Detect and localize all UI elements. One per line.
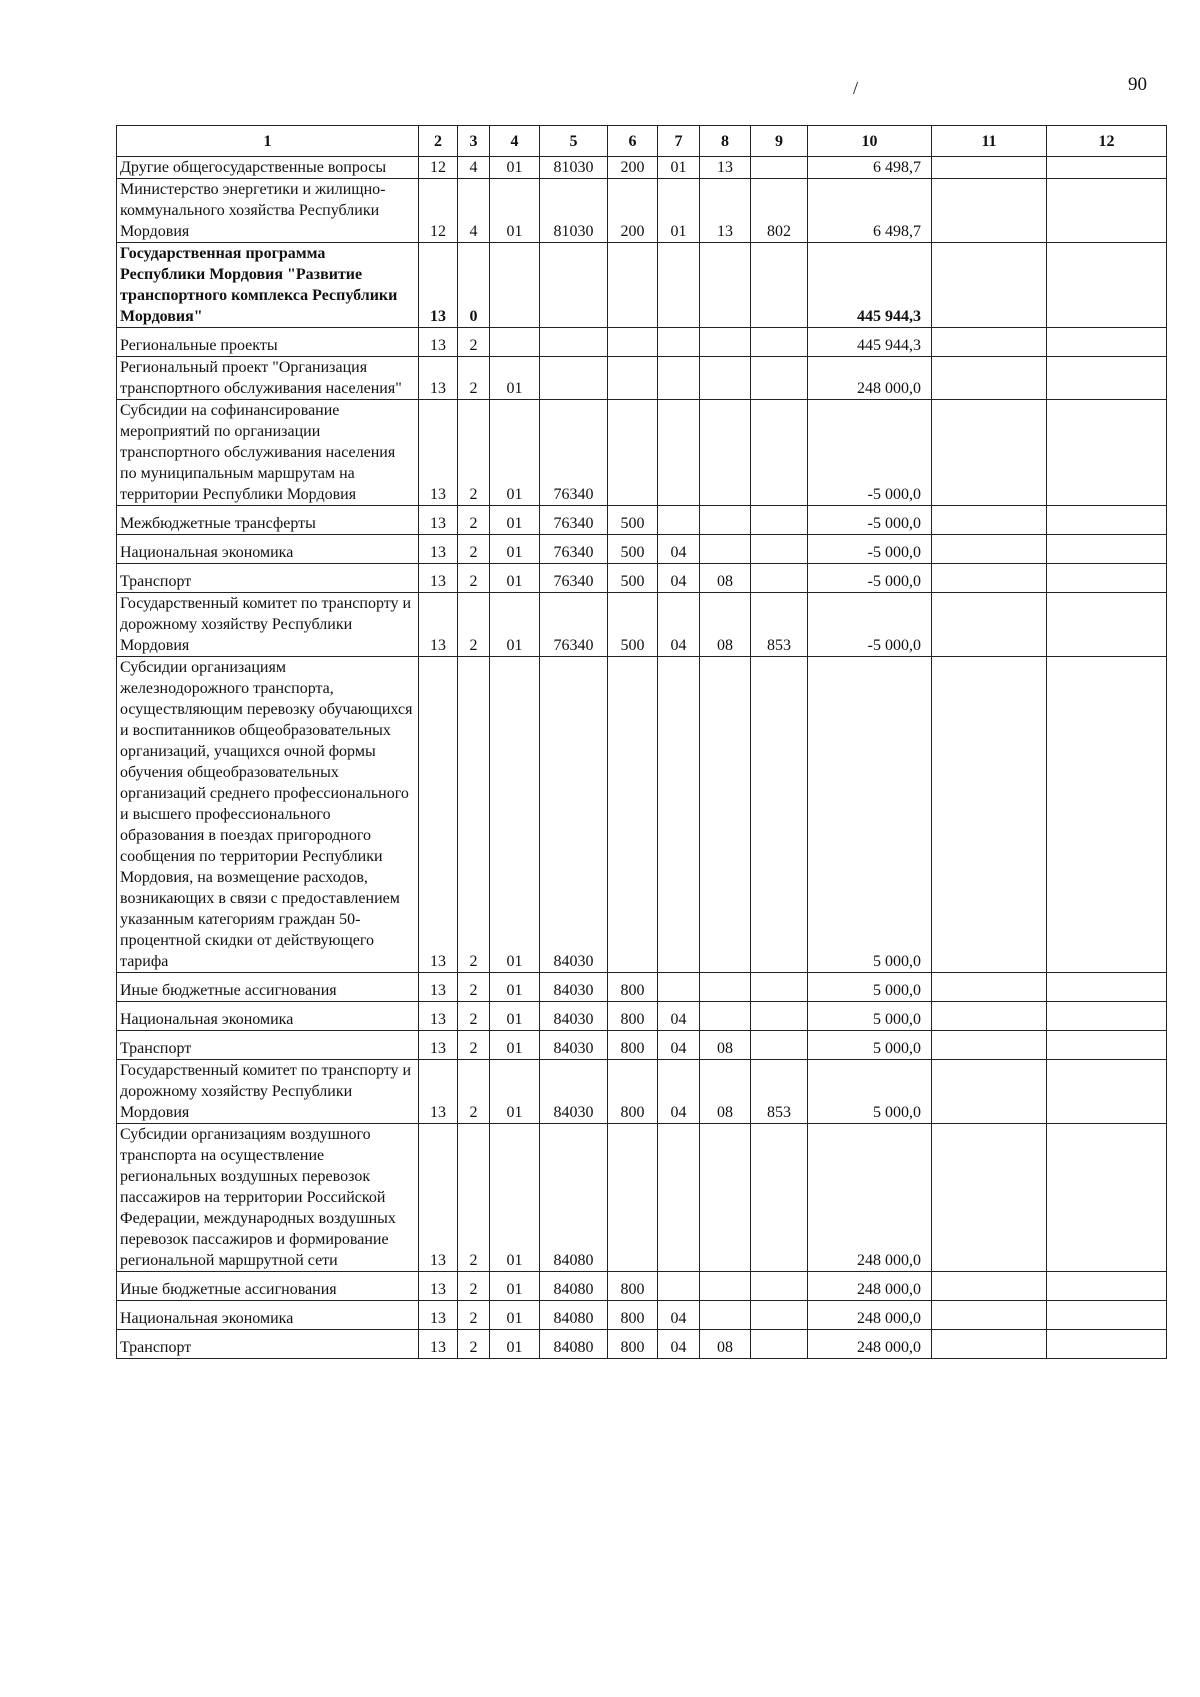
row-name-cell: Государственная программа Республики Мордовия "Развитие транспортного комплекса Республики Мордовия": [117, 243, 419, 328]
code-cell-c8: [700, 243, 751, 328]
column-header: 1: [117, 126, 419, 157]
code-cell-c3: 2: [458, 1330, 490, 1359]
table-row: [117, 1002, 1167, 1031]
code-cell-c2: 13: [419, 973, 458, 1002]
code-cell-c5: 76340: [540, 506, 608, 535]
code-cell-c3: 2: [458, 1031, 490, 1060]
code-cell-c5: 84080: [540, 1330, 608, 1359]
row-name-cell: Национальная экономика: [117, 535, 419, 564]
amount-cell: 445 944,3: [808, 328, 932, 357]
amount-cell: 5 000,0: [808, 973, 932, 1002]
code-cell-c5: [540, 243, 608, 328]
column-header: 5: [540, 126, 608, 157]
code-cell-c3: 2: [458, 657, 490, 973]
code-cell-c3: 2: [458, 328, 490, 357]
table-row: [117, 1272, 1167, 1301]
code-cell-c7: 04: [658, 1301, 700, 1330]
code-cell-c8: [700, 1124, 751, 1272]
code-cell-c9: [751, 243, 808, 328]
code-cell-c4: 01: [490, 179, 540, 243]
amount-cell: 248 000,0: [808, 1272, 932, 1301]
code-cell-c5: 84080: [540, 1301, 608, 1330]
code-cell-c7: 04: [658, 535, 700, 564]
code-cell-c2: 13: [419, 657, 458, 973]
code-cell-c6: [608, 243, 658, 328]
column-header: 11: [932, 126, 1047, 157]
code-cell-c6: 500: [608, 535, 658, 564]
code-cell-c5: 84030: [540, 973, 608, 1002]
code-cell-c12: [1047, 400, 1167, 506]
code-cell-c8: 13: [700, 179, 751, 243]
code-cell-c11: [932, 593, 1047, 657]
code-cell-c3: 2: [458, 400, 490, 506]
code-cell-c4: 01: [490, 1124, 540, 1272]
code-cell-c5: 84030: [540, 1002, 608, 1031]
code-cell-c5: [540, 357, 608, 400]
code-cell-c11: [932, 157, 1047, 179]
code-cell-c12: [1047, 1031, 1167, 1060]
code-cell-c7: 04: [658, 1060, 700, 1124]
code-cell-c8: 08: [700, 593, 751, 657]
table-row: [117, 1031, 1167, 1060]
table-row: [117, 973, 1167, 1002]
row-name-cell: Региональные проекты: [117, 328, 419, 357]
code-cell-c8: [700, 1301, 751, 1330]
code-cell-c5: 76340: [540, 400, 608, 506]
code-cell-c4: 01: [490, 657, 540, 973]
code-cell-c4: 01: [490, 973, 540, 1002]
code-cell-c3: 2: [458, 1272, 490, 1301]
code-cell-c11: [932, 1002, 1047, 1031]
code-cell-c9: [751, 1002, 808, 1031]
code-cell-c4: 01: [490, 506, 540, 535]
code-cell-c12: [1047, 506, 1167, 535]
budget-table: [116, 125, 1167, 1359]
row-name-cell: Иные бюджетные ассигнования: [117, 973, 419, 1002]
code-cell-c7: 01: [658, 157, 700, 179]
row-name-cell: Государственный комитет по транспорту и дорожному хозяйству Республики Мордовия: [117, 1060, 419, 1124]
column-header: 8: [700, 126, 751, 157]
code-cell-c11: [932, 506, 1047, 535]
code-cell-c8: [700, 400, 751, 506]
code-cell-c3: 4: [458, 157, 490, 179]
code-cell-c9: [751, 973, 808, 1002]
code-cell-c4: 01: [490, 157, 540, 179]
code-cell-c9: 853: [751, 1060, 808, 1124]
code-cell-c3: 2: [458, 973, 490, 1002]
code-cell-c9: [751, 157, 808, 179]
code-cell-c6: 800: [608, 1330, 658, 1359]
row-name-cell: Субсидии организациям воздушного транспорта на осуществление региональных воздушных перевозок пассажиров на территории Российской Федерации, международных воздушных перевозок пассажиров и формирование региональной маршрутной сети: [117, 1124, 419, 1272]
code-cell-c11: [932, 657, 1047, 973]
table-row: [117, 657, 1167, 973]
table-row: [117, 1330, 1167, 1359]
amount-cell: -5 000,0: [808, 564, 932, 593]
row-name-cell: Региональный проект "Организация транспортного обслуживания населения": [117, 357, 419, 400]
table-row: [117, 535, 1167, 564]
code-cell-c9: [751, 1031, 808, 1060]
table-row: [117, 400, 1167, 506]
row-name-cell: Другие общегосударственные вопросы: [117, 157, 419, 179]
code-cell-c7: [658, 357, 700, 400]
code-cell-c11: [932, 243, 1047, 328]
code-cell-c6: [608, 357, 658, 400]
code-cell-c3: 2: [458, 357, 490, 400]
code-cell-c7: [658, 657, 700, 973]
code-cell-c12: [1047, 357, 1167, 400]
code-cell-c6: 800: [608, 1060, 658, 1124]
code-cell-c5: 84080: [540, 1272, 608, 1301]
code-cell-c7: 04: [658, 564, 700, 593]
code-cell-c4: 01: [490, 535, 540, 564]
amount-cell: 445 944,3: [808, 243, 932, 328]
amount-cell: 5 000,0: [808, 1060, 932, 1124]
code-cell-c6: 200: [608, 157, 658, 179]
code-cell-c2: 12: [419, 179, 458, 243]
code-cell-c11: [932, 564, 1047, 593]
code-cell-c5: 76340: [540, 564, 608, 593]
code-cell-c11: [932, 400, 1047, 506]
code-cell-c8: 08: [700, 564, 751, 593]
table-row: [117, 564, 1167, 593]
code-cell-c12: [1047, 593, 1167, 657]
code-cell-c11: [932, 1031, 1047, 1060]
row-name-cell: Государственный комитет по транспорту и дорожному хозяйству Республики Мордовия: [117, 593, 419, 657]
code-cell-c12: [1047, 328, 1167, 357]
amount-cell: 248 000,0: [808, 1301, 932, 1330]
code-cell-c12: [1047, 157, 1167, 179]
code-cell-c6: [608, 657, 658, 973]
code-cell-c2: 13: [419, 1272, 458, 1301]
table-row: [117, 157, 1167, 179]
code-cell-c2: 13: [419, 1301, 458, 1330]
code-cell-c2: 13: [419, 1002, 458, 1031]
code-cell-c3: 2: [458, 506, 490, 535]
row-name-cell: Национальная экономика: [117, 1002, 419, 1031]
table-row: [117, 1060, 1167, 1124]
code-cell-c4: 01: [490, 1060, 540, 1124]
amount-cell: 6 498,7: [808, 157, 932, 179]
code-cell-c4: 01: [490, 400, 540, 506]
code-cell-c2: 13: [419, 535, 458, 564]
row-name-cell: Иные бюджетные ассигнования: [117, 1272, 419, 1301]
table-row: [117, 593, 1167, 657]
code-cell-c9: [751, 1272, 808, 1301]
code-cell-c9: [751, 1124, 808, 1272]
code-cell-c11: [932, 179, 1047, 243]
row-name-cell: Национальная экономика: [117, 1301, 419, 1330]
amount-cell: -5 000,0: [808, 535, 932, 564]
code-cell-c2: 13: [419, 1124, 458, 1272]
code-cell-c9: [751, 1330, 808, 1359]
code-cell-c11: [932, 328, 1047, 357]
code-cell-c12: [1047, 1272, 1167, 1301]
code-cell-c12: [1047, 657, 1167, 973]
code-cell-c9: [751, 357, 808, 400]
amount-cell: -5 000,0: [808, 593, 932, 657]
code-cell-c8: [700, 535, 751, 564]
code-cell-c8: [700, 328, 751, 357]
code-cell-c11: [932, 1301, 1047, 1330]
code-cell-c2: 13: [419, 400, 458, 506]
code-cell-c3: 2: [458, 1124, 490, 1272]
code-cell-c2: 13: [419, 1031, 458, 1060]
amount-cell: 5 000,0: [808, 1002, 932, 1031]
code-cell-c8: 13: [700, 157, 751, 179]
code-cell-c6: 800: [608, 1301, 658, 1330]
page-number: 90: [1128, 74, 1147, 95]
code-cell-c11: [932, 1272, 1047, 1301]
code-cell-c12: [1047, 535, 1167, 564]
code-cell-c2: 13: [419, 1330, 458, 1359]
code-cell-c2: 12: [419, 157, 458, 179]
code-cell-c7: [658, 1272, 700, 1301]
code-cell-c6: [608, 328, 658, 357]
code-cell-c11: [932, 1124, 1047, 1272]
code-cell-c2: 13: [419, 564, 458, 593]
code-cell-c4: 01: [490, 1330, 540, 1359]
amount-cell: 248 000,0: [808, 1330, 932, 1359]
code-cell-c12: [1047, 1002, 1167, 1031]
scan-mark: /: [853, 78, 859, 98]
code-cell-c5: 84030: [540, 657, 608, 973]
code-cell-c6: 800: [608, 1031, 658, 1060]
code-cell-c11: [932, 357, 1047, 400]
column-header: 7: [658, 126, 700, 157]
code-cell-c3: 2: [458, 564, 490, 593]
code-cell-c7: [658, 243, 700, 328]
code-cell-c11: [932, 973, 1047, 1002]
code-cell-c7: [658, 328, 700, 357]
code-cell-c2: 13: [419, 506, 458, 535]
code-cell-c3: 2: [458, 535, 490, 564]
code-cell-c6: [608, 1124, 658, 1272]
code-cell-c9: [751, 657, 808, 973]
column-header: 2: [419, 126, 458, 157]
code-cell-c9: [751, 1301, 808, 1330]
code-cell-c12: [1047, 179, 1167, 243]
row-name-cell: Транспорт: [117, 1330, 419, 1359]
amount-cell: -5 000,0: [808, 400, 932, 506]
code-cell-c7: [658, 1124, 700, 1272]
table-row: [117, 328, 1167, 357]
row-name-cell: Субсидии на софинансирование мероприятий по организации транспортного обслуживания населения по муниципальным маршрутам на территории Республики Мордовия: [117, 400, 419, 506]
code-cell-c5: 84030: [540, 1031, 608, 1060]
code-cell-c5: [540, 328, 608, 357]
code-cell-c4: [490, 328, 540, 357]
column-header: 3: [458, 126, 490, 157]
code-cell-c9: [751, 564, 808, 593]
code-cell-c3: 4: [458, 179, 490, 243]
amount-cell: 248 000,0: [808, 1124, 932, 1272]
amount-cell: -5 000,0: [808, 506, 932, 535]
column-header: 4: [490, 126, 540, 157]
code-cell-c8: [700, 1272, 751, 1301]
table-row: [117, 179, 1167, 243]
code-cell-c5: 76340: [540, 593, 608, 657]
code-cell-c3: 2: [458, 1301, 490, 1330]
code-cell-c6: 500: [608, 593, 658, 657]
code-cell-c2: 13: [419, 593, 458, 657]
row-name-cell: Субсидии организациям железнодорожного транспорта, осуществляющим перевозку обучающихся и воспитанников общеобразовательных организаций, учащихся очной формы обучения общеобразовательных организаций среднего профессионального и высшего профессионального образования в поездах пригородного сообщения по территории Республики Мордовия, на возмещение расходов, возникающих в связи с предоставлением указанным категориям граждан 50-процентной скидки от действующего тарифа: [117, 657, 419, 973]
table-row: [117, 243, 1167, 328]
code-cell-c12: [1047, 1301, 1167, 1330]
table-row: [117, 506, 1167, 535]
row-name-cell: Министерство энергетики и жилищно-коммунального хозяйства Республики Мордовия: [117, 179, 419, 243]
code-cell-c12: [1047, 1124, 1167, 1272]
code-cell-c4: 01: [490, 1272, 540, 1301]
row-name-cell: Межбюджетные трансферты: [117, 506, 419, 535]
row-name-cell: Транспорт: [117, 564, 419, 593]
code-cell-c4: 01: [490, 1031, 540, 1060]
code-cell-c9: 802: [751, 179, 808, 243]
code-cell-c7: 04: [658, 1330, 700, 1359]
code-cell-c7: [658, 400, 700, 506]
code-cell-c4: 01: [490, 1002, 540, 1031]
table-row: [117, 357, 1167, 400]
code-cell-c12: [1047, 1330, 1167, 1359]
code-cell-c8: 08: [700, 1031, 751, 1060]
code-cell-c6: 800: [608, 1272, 658, 1301]
code-cell-c7: [658, 973, 700, 1002]
code-cell-c6: 800: [608, 1002, 658, 1031]
code-cell-c8: [700, 657, 751, 973]
row-name-cell: Транспорт: [117, 1031, 419, 1060]
code-cell-c12: [1047, 973, 1167, 1002]
code-cell-c2: 13: [419, 1060, 458, 1124]
code-cell-c8: [700, 506, 751, 535]
header-row: [117, 126, 1167, 157]
code-cell-c12: [1047, 1060, 1167, 1124]
code-cell-c11: [932, 1330, 1047, 1359]
code-cell-c4: 01: [490, 593, 540, 657]
code-cell-c9: 853: [751, 593, 808, 657]
code-cell-c4: 01: [490, 564, 540, 593]
code-cell-c3: 2: [458, 593, 490, 657]
amount-cell: 248 000,0: [808, 357, 932, 400]
code-cell-c4: 01: [490, 357, 540, 400]
code-cell-c6: 800: [608, 973, 658, 1002]
code-cell-c4: 01: [490, 1301, 540, 1330]
code-cell-c2: 13: [419, 357, 458, 400]
code-cell-c12: [1047, 243, 1167, 328]
code-cell-c6: 200: [608, 179, 658, 243]
code-cell-c11: [932, 535, 1047, 564]
code-cell-c7: 01: [658, 179, 700, 243]
code-cell-c9: [751, 506, 808, 535]
code-cell-c8: [700, 357, 751, 400]
code-cell-c8: 08: [700, 1330, 751, 1359]
code-cell-c2: 13: [419, 243, 458, 328]
code-cell-c9: [751, 328, 808, 357]
code-cell-c4: [490, 243, 540, 328]
code-cell-c8: 08: [700, 1060, 751, 1124]
code-cell-c9: [751, 535, 808, 564]
column-header: 10: [808, 126, 932, 157]
column-header: 6: [608, 126, 658, 157]
code-cell-c7: 04: [658, 1031, 700, 1060]
code-cell-c3: 2: [458, 1002, 490, 1031]
code-cell-c6: 500: [608, 506, 658, 535]
amount-cell: 5 000,0: [808, 657, 932, 973]
table-body: [117, 157, 1167, 1359]
code-cell-c5: 81030: [540, 157, 608, 179]
table-row: [117, 1124, 1167, 1272]
code-cell-c7: 04: [658, 1002, 700, 1031]
code-cell-c12: [1047, 564, 1167, 593]
column-header: 9: [751, 126, 808, 157]
code-cell-c5: 76340: [540, 535, 608, 564]
code-cell-c6: 500: [608, 564, 658, 593]
code-cell-c5: 84080: [540, 1124, 608, 1272]
code-cell-c8: [700, 1002, 751, 1031]
code-cell-c8: [700, 973, 751, 1002]
column-header: 12: [1047, 126, 1167, 157]
code-cell-c7: 04: [658, 593, 700, 657]
code-cell-c2: 13: [419, 328, 458, 357]
amount-cell: 6 498,7: [808, 179, 932, 243]
code-cell-c11: [932, 1060, 1047, 1124]
code-cell-c5: 81030: [540, 179, 608, 243]
code-cell-c3: 0: [458, 243, 490, 328]
code-cell-c3: 2: [458, 1060, 490, 1124]
code-cell-c9: [751, 400, 808, 506]
code-cell-c6: [608, 400, 658, 506]
code-cell-c7: [658, 506, 700, 535]
table-row: [117, 1301, 1167, 1330]
code-cell-c5: 84030: [540, 1060, 608, 1124]
amount-cell: 5 000,0: [808, 1031, 932, 1060]
